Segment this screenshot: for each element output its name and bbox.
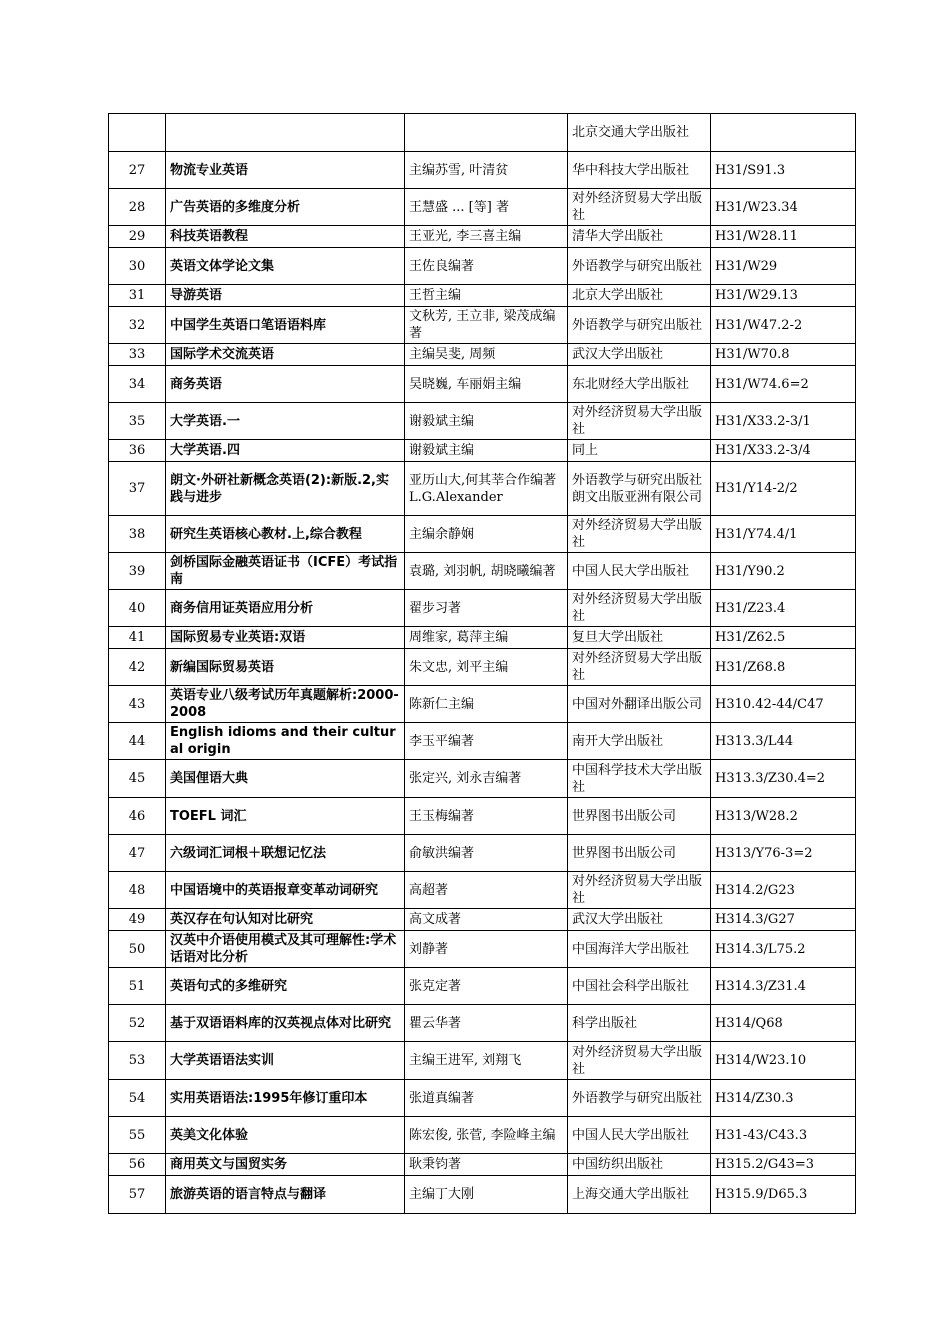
table-row bbox=[109, 226, 856, 248]
table-row bbox=[109, 114, 856, 152]
cell-publisher: 外语教学与研究出版社 朗文出版亚洲有限公司 bbox=[568, 462, 711, 516]
cell-author: 张克定著 bbox=[405, 968, 568, 1005]
cell-author: 王佐良编著 bbox=[405, 248, 568, 285]
cell-number: 51 bbox=[109, 968, 166, 1005]
cell-title: 商用英文与国贸实务 bbox=[166, 1154, 405, 1176]
cell-publisher: 世界图书出版公司 bbox=[568, 835, 711, 872]
cell-author: 周维家, 葛萍主编 bbox=[405, 627, 568, 649]
cell-call-number: H31/Y14-2/2 bbox=[711, 462, 856, 516]
table-row bbox=[109, 1176, 856, 1214]
cell-title: 英语文体学论文集 bbox=[166, 248, 405, 285]
cell-title: 中国学生英语口笔语语料库 bbox=[166, 307, 405, 344]
cell-publisher: 对外经济贸易大学出版社 bbox=[568, 403, 711, 440]
cell-number: 57 bbox=[109, 1176, 166, 1214]
cell-call-number: H31/Y74.4/1 bbox=[711, 516, 856, 553]
cell-publisher: 南开大学出版社 bbox=[568, 723, 711, 760]
cell-publisher: 清华大学出版社 bbox=[568, 226, 711, 248]
cell-title: 基于双语语料库的汉英视点体对比研究 bbox=[166, 1005, 405, 1042]
cell-title: 广告英语的多维度分析 bbox=[166, 189, 405, 226]
cell-author: 王哲主编 bbox=[405, 285, 568, 307]
cell-publisher: 北京大学出版社 bbox=[568, 285, 711, 307]
cell-number: 56 bbox=[109, 1154, 166, 1176]
cell-publisher: 外语教学与研究出版社 bbox=[568, 1080, 711, 1117]
cell-call-number: H31/Z68.8 bbox=[711, 649, 856, 686]
cell-number: 36 bbox=[109, 440, 166, 462]
cell-author: 陈新仁主编 bbox=[405, 686, 568, 723]
cell-call-number: H31/W70.8 bbox=[711, 344, 856, 366]
table-row bbox=[109, 462, 856, 516]
table-row bbox=[109, 798, 856, 835]
cell-call-number: H314/Z30.3 bbox=[711, 1080, 856, 1117]
table-row bbox=[109, 189, 856, 226]
cell-call-number bbox=[711, 114, 856, 152]
table-row bbox=[109, 152, 856, 189]
cell-author: 朱文忠, 刘平主编 bbox=[405, 649, 568, 686]
cell-number: 54 bbox=[109, 1080, 166, 1117]
table-row bbox=[109, 968, 856, 1005]
cell-title: 大学英语语法实训 bbox=[166, 1042, 405, 1080]
cell-author: 主编王进军, 刘翔飞 bbox=[405, 1042, 568, 1080]
cell-author: 亚历山大,何其莘合作编著 L.G.Alexander bbox=[405, 462, 568, 516]
table-row bbox=[109, 649, 856, 686]
cell-publisher: 对外经济贸易大学出版社 bbox=[568, 516, 711, 553]
cell-call-number: H31/S91.3 bbox=[711, 152, 856, 189]
cell-publisher: 外语教学与研究出版社 bbox=[568, 307, 711, 344]
cell-author: 刘静著 bbox=[405, 931, 568, 968]
table-row bbox=[109, 1005, 856, 1042]
cell-number: 52 bbox=[109, 1005, 166, 1042]
cell-call-number: H313.3/L44 bbox=[711, 723, 856, 760]
cell-call-number: H31/W28.11 bbox=[711, 226, 856, 248]
cell-number: 27 bbox=[109, 152, 166, 189]
cell-call-number: H31-43/C43.3 bbox=[711, 1117, 856, 1154]
cell-number: 50 bbox=[109, 931, 166, 968]
cell-call-number: H31/Z23.4 bbox=[711, 590, 856, 627]
cell-author bbox=[405, 114, 568, 152]
cell-publisher: 科学出版社 bbox=[568, 1005, 711, 1042]
cell-title: 旅游英语的语言特点与翻译 bbox=[166, 1176, 405, 1214]
cell-number: 48 bbox=[109, 872, 166, 909]
table-row bbox=[109, 723, 856, 760]
table-row bbox=[109, 760, 856, 798]
cell-author: 张定兴, 刘永吉编著 bbox=[405, 760, 568, 798]
cell-title: 导游英语 bbox=[166, 285, 405, 307]
cell-title: 商务信用证英语应用分析 bbox=[166, 590, 405, 627]
table-row bbox=[109, 366, 856, 403]
cell-publisher: 中国对外翻译出版公司 bbox=[568, 686, 711, 723]
cell-call-number: H314.3/G27 bbox=[711, 909, 856, 931]
cell-publisher: 世界图书出版公司 bbox=[568, 798, 711, 835]
cell-author: 主编余静娴 bbox=[405, 516, 568, 553]
cell-call-number: H31/Z62.5 bbox=[711, 627, 856, 649]
cell-title: 实用英语语法:1995年修订重印本 bbox=[166, 1080, 405, 1117]
cell-author: 张道真编著 bbox=[405, 1080, 568, 1117]
cell-publisher: 对外经济贸易大学出版社 bbox=[568, 872, 711, 909]
cell-publisher: 东北财经大学出版社 bbox=[568, 366, 711, 403]
cell-call-number: H314.3/Z31.4 bbox=[711, 968, 856, 1005]
cell-publisher: 武汉大学出版社 bbox=[568, 909, 711, 931]
table-row bbox=[109, 248, 856, 285]
cell-call-number: H31/Y90.2 bbox=[711, 553, 856, 590]
table-row bbox=[109, 1117, 856, 1154]
table-row bbox=[109, 285, 856, 307]
cell-call-number: H315.9/D65.3 bbox=[711, 1176, 856, 1214]
cell-title: 英语专业八级考试历年真题解析:2000-2008 bbox=[166, 686, 405, 723]
cell-number: 40 bbox=[109, 590, 166, 627]
cell-title: 大学英语.一 bbox=[166, 403, 405, 440]
cell-title: 科技英语教程 bbox=[166, 226, 405, 248]
cell-publisher: 同上 bbox=[568, 440, 711, 462]
cell-call-number: H31/W47.2-2 bbox=[711, 307, 856, 344]
cell-author: 王慧盛 ... [等] 著 bbox=[405, 189, 568, 226]
table-row bbox=[109, 516, 856, 553]
cell-publisher: 中国人民大学出版社 bbox=[568, 553, 711, 590]
table-row bbox=[109, 344, 856, 366]
cell-title: 新编国际贸易英语 bbox=[166, 649, 405, 686]
cell-publisher: 中国纺织出版社 bbox=[568, 1154, 711, 1176]
cell-call-number: H313/Y76-3=2 bbox=[711, 835, 856, 872]
cell-author: 吴晓巍, 车丽娟主编 bbox=[405, 366, 568, 403]
cell-title: 大学英语.四 bbox=[166, 440, 405, 462]
cell-title: 英汉存在句认知对比研究 bbox=[166, 909, 405, 931]
cell-title: 中国语境中的英语报章变革动词研究 bbox=[166, 872, 405, 909]
cell-number: 43 bbox=[109, 686, 166, 723]
cell-number: 34 bbox=[109, 366, 166, 403]
table-row bbox=[109, 909, 856, 931]
cell-number: 46 bbox=[109, 798, 166, 835]
cell-author: 陈宏俊, 张菅, 李险峰主编 bbox=[405, 1117, 568, 1154]
cell-publisher: 对外经济贸易大学出版社 bbox=[568, 590, 711, 627]
cell-title: 美国俚语大典 bbox=[166, 760, 405, 798]
cell-title: 研究生英语核心教材.上,综合教程 bbox=[166, 516, 405, 553]
cell-publisher: 武汉大学出版社 bbox=[568, 344, 711, 366]
cell-number: 53 bbox=[109, 1042, 166, 1080]
cell-publisher: 对外经济贸易大学出版社 bbox=[568, 649, 711, 686]
cell-call-number: H314.2/G23 bbox=[711, 872, 856, 909]
cell-number: 31 bbox=[109, 285, 166, 307]
cell-call-number: H315.2/G43=3 bbox=[711, 1154, 856, 1176]
cell-call-number: H31/W74.6=2 bbox=[711, 366, 856, 403]
cell-publisher: 对外经济贸易大学出版社 bbox=[568, 189, 711, 226]
cell-number: 29 bbox=[109, 226, 166, 248]
cell-author: 高超著 bbox=[405, 872, 568, 909]
cell-number: 37 bbox=[109, 462, 166, 516]
cell-number: 28 bbox=[109, 189, 166, 226]
cell-publisher: 中国海洋大学出版社 bbox=[568, 931, 711, 968]
cell-number: 30 bbox=[109, 248, 166, 285]
cell-number: 44 bbox=[109, 723, 166, 760]
cell-author: 翟步习著 bbox=[405, 590, 568, 627]
cell-author: 主编苏雪, 叶清贫 bbox=[405, 152, 568, 189]
table-row bbox=[109, 835, 856, 872]
cell-number: 47 bbox=[109, 835, 166, 872]
cell-author: 袁璐, 刘羽帆, 胡晓曦编著 bbox=[405, 553, 568, 590]
cell-number: 55 bbox=[109, 1117, 166, 1154]
cell-call-number: H314.3/L75.2 bbox=[711, 931, 856, 968]
cell-author: 王亚光, 李三喜主编 bbox=[405, 226, 568, 248]
cell-call-number: H310.42-44/C47 bbox=[711, 686, 856, 723]
cell-author: 李玉平编著 bbox=[405, 723, 568, 760]
book-list-body bbox=[109, 114, 856, 1214]
cell-publisher: 对外经济贸易大学出版社 bbox=[568, 1042, 711, 1080]
cell-author: 主编丁大刚 bbox=[405, 1176, 568, 1214]
table-row bbox=[109, 590, 856, 627]
cell-author: 文秋芳, 王立非, 梁茂成编著 bbox=[405, 307, 568, 344]
table-row bbox=[109, 440, 856, 462]
cell-number bbox=[109, 114, 166, 152]
cell-number: 49 bbox=[109, 909, 166, 931]
cell-title: 英美文化体验 bbox=[166, 1117, 405, 1154]
cell-publisher: 中国人民大学出版社 bbox=[568, 1117, 711, 1154]
cell-title: 朗文·外研社新概念英语(2):新版.2,实践与进步 bbox=[166, 462, 405, 516]
table-row bbox=[109, 1080, 856, 1117]
cell-call-number: H314/Q68 bbox=[711, 1005, 856, 1042]
cell-number: 42 bbox=[109, 649, 166, 686]
table-row bbox=[109, 1042, 856, 1080]
cell-number: 35 bbox=[109, 403, 166, 440]
table-row bbox=[109, 403, 856, 440]
cell-call-number: H314/W23.10 bbox=[711, 1042, 856, 1080]
cell-author: 谢毅斌主编 bbox=[405, 403, 568, 440]
cell-title: TOEFL 词汇 bbox=[166, 798, 405, 835]
cell-number: 39 bbox=[109, 553, 166, 590]
cell-publisher: 复旦大学出版社 bbox=[568, 627, 711, 649]
cell-author: 主编吴斐, 周频 bbox=[405, 344, 568, 366]
table-row bbox=[109, 307, 856, 344]
cell-title: 商务英语 bbox=[166, 366, 405, 403]
table-row bbox=[109, 931, 856, 968]
cell-call-number: H313/W28.2 bbox=[711, 798, 856, 835]
cell-call-number: H31/W29.13 bbox=[711, 285, 856, 307]
table-row bbox=[109, 686, 856, 723]
cell-publisher: 外语教学与研究出版社 bbox=[568, 248, 711, 285]
cell-author: 俞敏洪编著 bbox=[405, 835, 568, 872]
cell-number: 38 bbox=[109, 516, 166, 553]
cell-number: 41 bbox=[109, 627, 166, 649]
cell-title: 物流专业英语 bbox=[166, 152, 405, 189]
cell-call-number: H313.3/Z30.4=2 bbox=[711, 760, 856, 798]
table-row bbox=[109, 1154, 856, 1176]
cell-call-number: H31/X33.2-3/4 bbox=[711, 440, 856, 462]
cell-title: 英语句式的多维研究 bbox=[166, 968, 405, 1005]
table-row bbox=[109, 553, 856, 590]
cell-author: 王玉梅编著 bbox=[405, 798, 568, 835]
cell-author: 耿秉钧著 bbox=[405, 1154, 568, 1176]
cell-author: 瞿云华著 bbox=[405, 1005, 568, 1042]
cell-title: 汉英中介语使用模式及其可理解性:学术话语对比分析 bbox=[166, 931, 405, 968]
cell-call-number: H31/W23.34 bbox=[711, 189, 856, 226]
book-list-table bbox=[108, 113, 856, 1214]
cell-title: 六级词汇词根＋联想记忆法 bbox=[166, 835, 405, 872]
table-row bbox=[109, 627, 856, 649]
cell-title: English idioms and their cultural origin bbox=[166, 723, 405, 760]
cell-title: 国际贸易专业英语:双语 bbox=[166, 627, 405, 649]
cell-title bbox=[166, 114, 405, 152]
cell-author: 谢毅斌主编 bbox=[405, 440, 568, 462]
cell-call-number: H31/X33.2-3/1 bbox=[711, 403, 856, 440]
cell-publisher: 中国科学技术大学出版社 bbox=[568, 760, 711, 798]
cell-number: 33 bbox=[109, 344, 166, 366]
cell-title: 国际学术交流英语 bbox=[166, 344, 405, 366]
cell-publisher: 北京交通大学出版社 bbox=[568, 114, 711, 152]
cell-publisher: 华中科技大学出版社 bbox=[568, 152, 711, 189]
cell-publisher: 上海交通大学出版社 bbox=[568, 1176, 711, 1214]
cell-call-number: H31/W29 bbox=[711, 248, 856, 285]
cell-title: 剑桥国际金融英语证书（ICFE）考试指南 bbox=[166, 553, 405, 590]
cell-publisher: 中国社会科学出版社 bbox=[568, 968, 711, 1005]
cell-author: 高文成著 bbox=[405, 909, 568, 931]
table-row bbox=[109, 872, 856, 909]
cell-number: 45 bbox=[109, 760, 166, 798]
cell-number: 32 bbox=[109, 307, 166, 344]
